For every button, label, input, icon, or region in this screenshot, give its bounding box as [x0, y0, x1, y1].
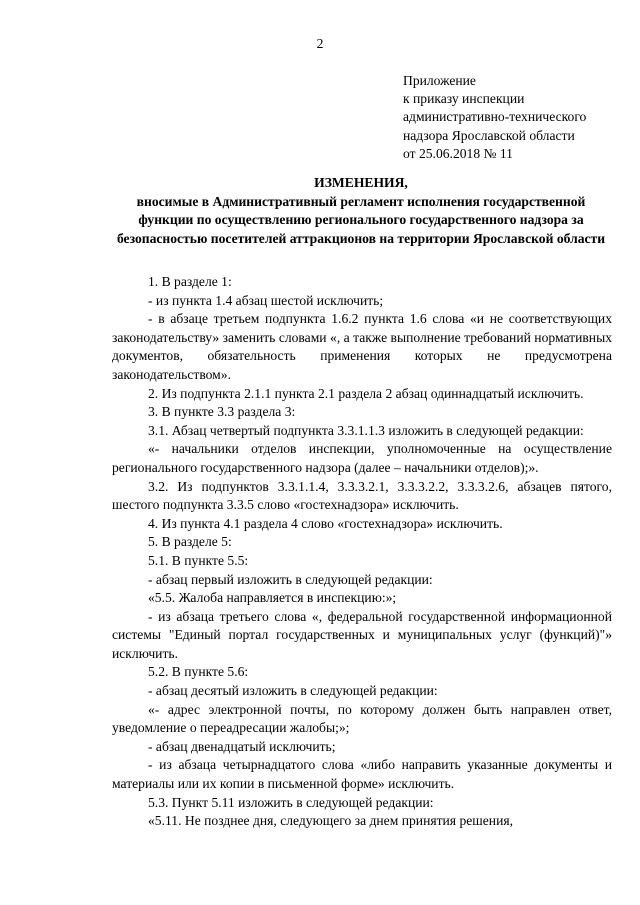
paragraph: - из абзаца третьего слова «, федеральной государственной информационной системы "Единый портал государственных и муниципальных услуг (функций)"» исключить. — [112, 608, 612, 661]
appendix-line: Приложение — [403, 73, 476, 88]
paragraph: «- начальники отделов инспекции, уполномоченные на осуществление регионального государственного надзора (далее – начальники отделов);». — [112, 441, 612, 475]
document-subtitle: вносимые в Административный регламент исполнения государственной функции по осуществлению регионального государственного надзора за безопасностью посетителей аттракционов на территории Ярославской области — [116, 193, 606, 246]
paragraph: - абзац первый изложить в следующей редакции: — [148, 571, 433, 587]
paragraph: - абзац десятый изложить в следующей редакции: — [148, 683, 438, 699]
paragraph: 4. Из пункта 4.1 раздела 4 слово «гостехнадзора» исключить. — [148, 515, 503, 531]
paragraph: 5. В разделе 5: — [148, 534, 232, 550]
paragraph: 3.2. Из подпунктов 3.3.1.1.4, 3.3.3.2.1, 3.3.3.2.2, 3.3.3.2.6, абзацев пятого, шестого подпункта 3.3.5 слово «гостехнадзора» исключить. — [112, 478, 612, 513]
paragraph: 3. В пункте 3.3 раздела 3: — [148, 404, 296, 420]
document-heading — [110, 174, 612, 248]
paragraph: «- адрес электронной почты, по которому должен быть направлен ответ, уведомление о переадресации жалобы;»; — [112, 701, 612, 736]
paragraph: 5.1. В пункте 5.5: — [148, 552, 249, 568]
paragraph: - в абзаце третьем подпункта 1.6.2 пункта 1.6 слова «и не соответствующих законодательству» заменить словами «, а также выполнение требований нормативных документов, обязательность применения которых не предусмотрена законодательством». — [112, 311, 612, 382]
paragraph: 3.1. Абзац четвертый подпункта 3.3.1.1.3 изложить в следующей редакции: — [148, 422, 584, 438]
paragraph: 5.3. Пункт 5.11 изложить в следующей редакции: — [148, 794, 434, 810]
document-body — [112, 273, 612, 831]
page-number: 2 — [316, 36, 324, 51]
paragraph: 2. Из подпункта 2.1.1 пункта 2.1 раздела 2 абзац одиннадцатый исключить. — [148, 385, 584, 401]
appendix-date-line: от 25.06.2018 № 11 — [403, 145, 513, 161]
paragraph: 5.2. В пункте 5.6: — [148, 664, 249, 680]
paragraph: - из пункта 1.4 абзац шестой исключить; — [148, 292, 384, 308]
paragraph: 1. В разделе 1: — [148, 274, 232, 289]
appendix-line: административно-технического — [403, 109, 587, 125]
paragraph: - абзац двенадцатый исключить; — [148, 738, 336, 754]
appendix-block — [403, 72, 586, 163]
paragraph: «5.5. Жалоба направляется в инспекцию:»; — [148, 590, 397, 606]
appendix-line: к приказу инспекции — [403, 91, 525, 107]
appendix-line: надзора Ярославской области — [403, 127, 575, 143]
document-title: ИЗМЕНЕНИЯ, — [314, 175, 408, 190]
paragraph: - из абзаца четырнадцатого слова «либо направить указанные документы и материалы или их копии в письменной форме» исключить. — [112, 757, 612, 792]
paragraph: «5.11. Не позднее дня, следующего за днем принятия решения, — [148, 813, 513, 829]
